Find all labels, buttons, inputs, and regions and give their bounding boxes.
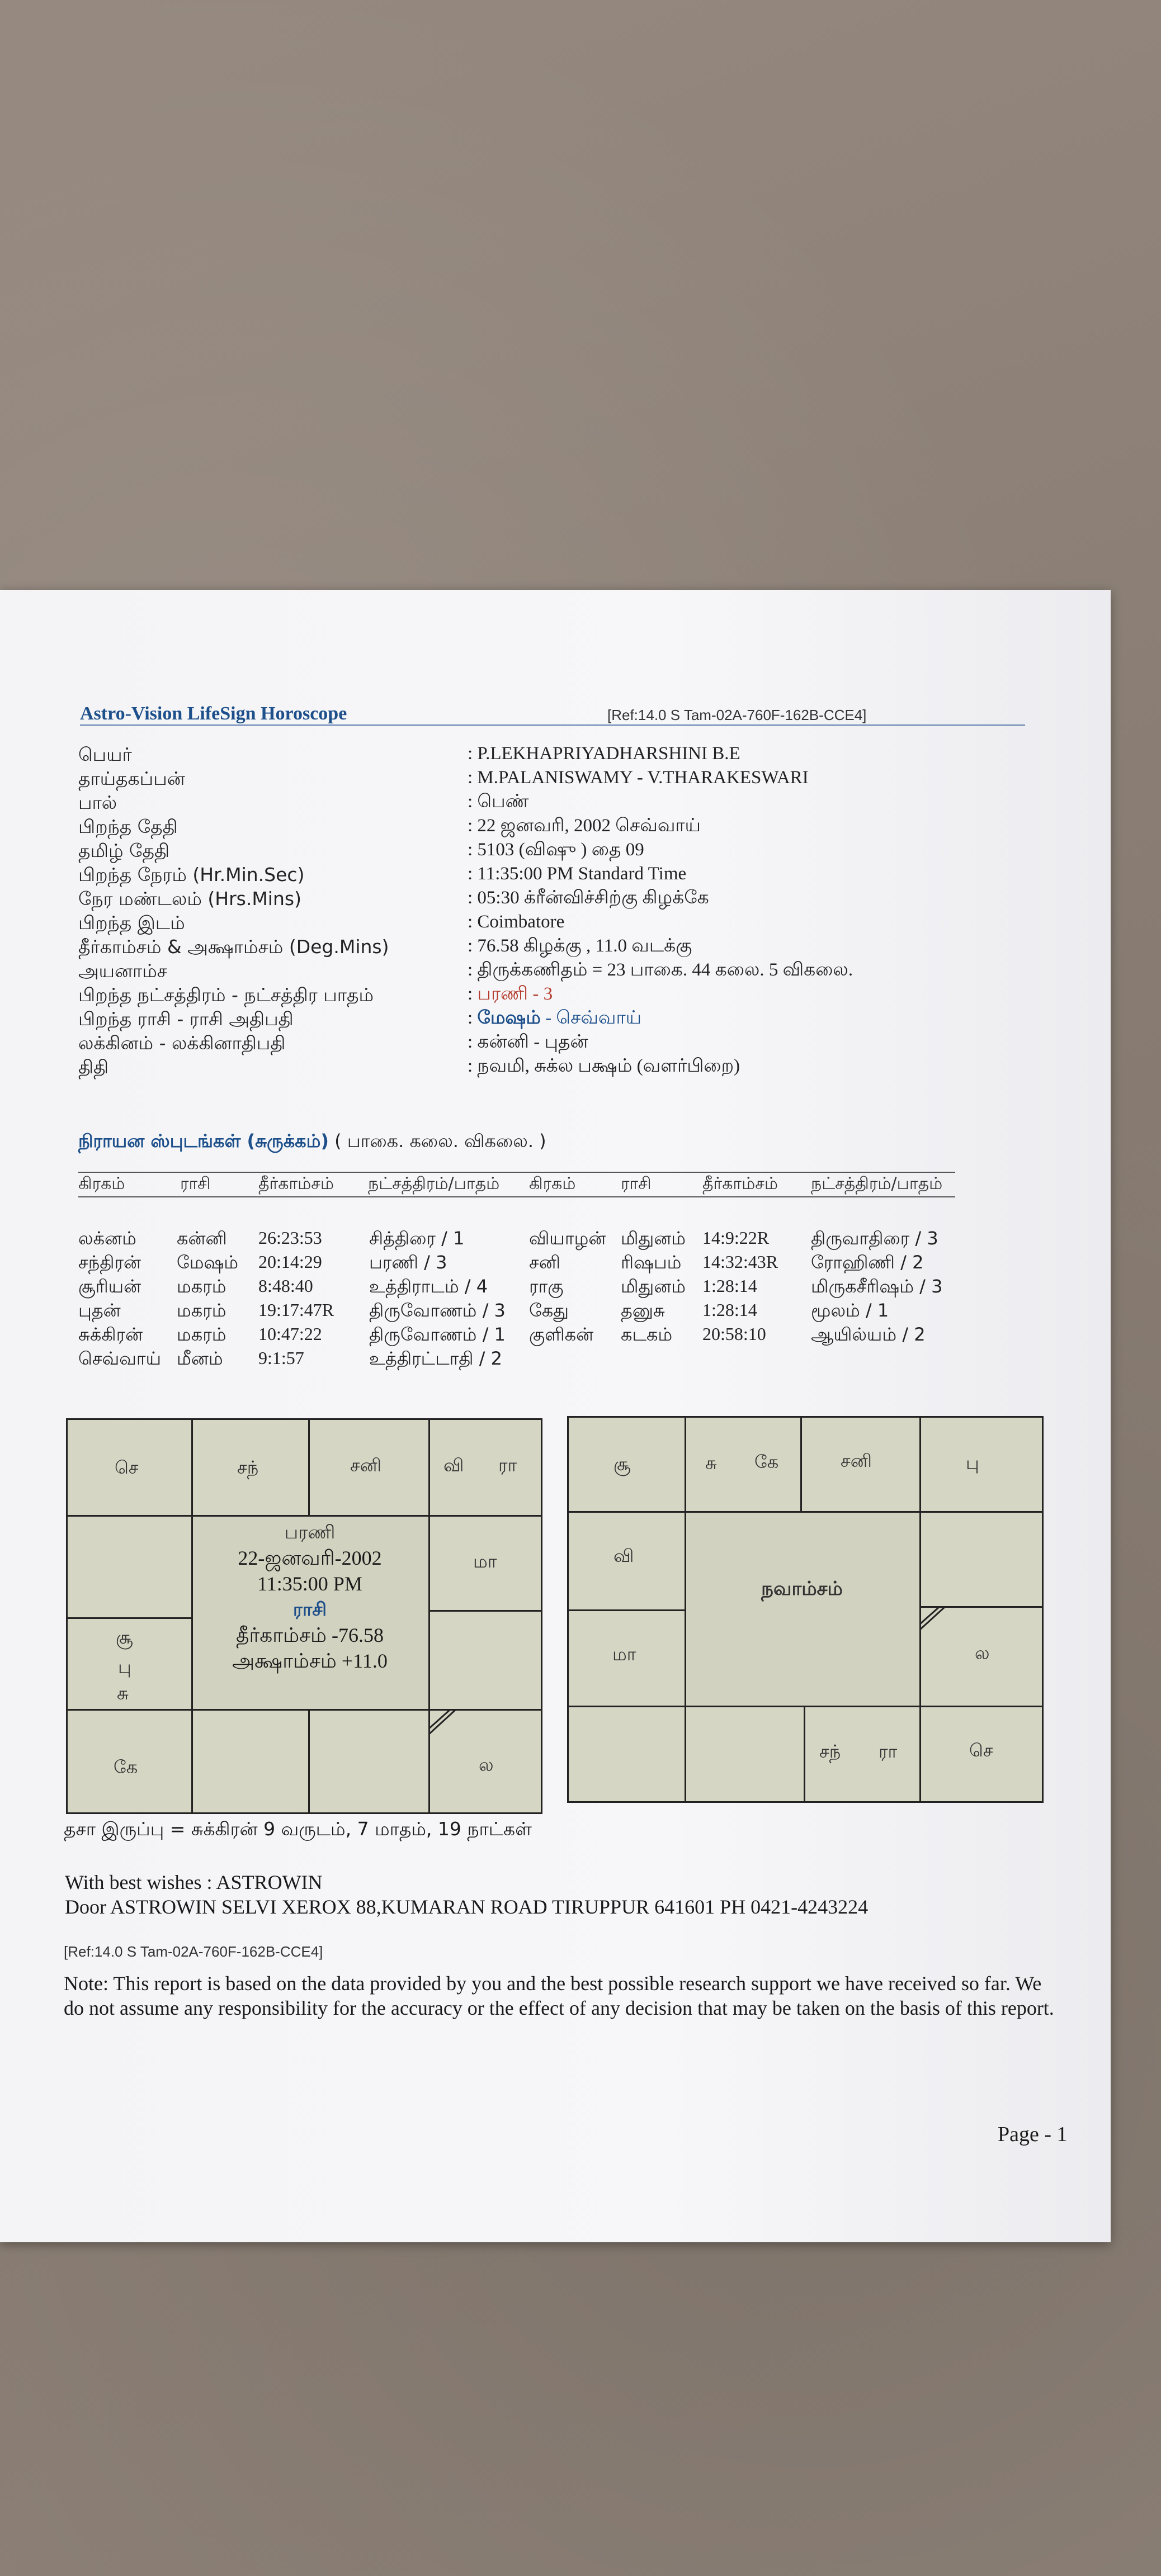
disclaimer-note: Note: This report is based on the data provided by you and the best possible research support we have received so far. We do not assume any responsibility for the accuracy or the effect of any decision that may be taken on the basis of this report. — [64, 1972, 1054, 2019]
table-cell: வியாழன் — [529, 1228, 606, 1249]
dasa-balance: தசா இருப்பு = சுக்கிரன் 9 வருடம், 7 மாதம், 19 நாட்கள் — [64, 1818, 532, 1840]
table-cell: 14:9:22R — [702, 1228, 770, 1248]
info-label-tamil-date: தமிழ் தேதி — [78, 840, 169, 861]
navamsa-aries-planet-b: கே — [754, 1451, 779, 1472]
rasi-cancer-planets: மா — [473, 1551, 497, 1572]
rasi-gemini-planet-a: வி — [443, 1455, 464, 1476]
rasi-center-star: பரணி — [284, 1521, 336, 1543]
planet-table-header-line — [78, 1196, 955, 1197]
star-colon: : — [468, 984, 478, 1004]
footer-ref: [Ref:14.0 S Tam-02A-760F-162B-CCE4] — [64, 1943, 323, 1960]
info-value-coordinates: : 76.58 கிழக்கு , 11.0 வடக்கு — [468, 936, 692, 956]
rasi-center-latitude: அக்ஷாம்சம் +11.0 — [232, 1650, 388, 1672]
lagna-marker-icon — [428, 1709, 462, 1737]
table-cell: பரணி / 3 — [369, 1252, 447, 1273]
grid-line — [308, 1420, 310, 1515]
rasi-virgo-planets: ல — [479, 1754, 494, 1775]
info-value-rasi — [468, 1008, 641, 1031]
table-cell: சனி — [529, 1252, 560, 1273]
navamsa-gemini-planets: பு — [966, 1452, 979, 1474]
rasi-center-time: 11:35:00 PM — [257, 1573, 362, 1595]
info-label-birth-time: பிறந்த நேரம் (Hr.Min.Sec) — [78, 864, 305, 886]
navamsa-aries-planet-a: சு — [705, 1452, 717, 1474]
table-cell: சித்திரை / 1 — [369, 1228, 465, 1249]
navamsa-virgo-planets: ல — [975, 1642, 990, 1664]
star-value: பரணி - 3 — [477, 984, 553, 1004]
rasi-capricorn-planet-b: பு — [118, 1656, 131, 1678]
page-number: Page - 1 — [998, 2123, 1068, 2146]
grid-line — [428, 1420, 430, 1812]
table-cell: சுக்கிரன் — [78, 1324, 143, 1345]
table-cell: சூரியன் — [78, 1276, 141, 1297]
navamsa-chart — [567, 1416, 1044, 1803]
navamsa-aquarius-planets: வி — [613, 1545, 634, 1566]
table-cell: 10:47:22 — [258, 1324, 322, 1344]
info-label-parents: தாய்தகப்பன் — [78, 768, 185, 789]
planet-heading-main: நிராயன ஸ்புடங்கள் (சுருக்கம்) — [78, 1130, 329, 1152]
info-value-lagna: : கன்னி - புதன் — [468, 1032, 588, 1052]
table-cell: மகரம் — [177, 1324, 226, 1345]
table-cell: ரிஷபம் — [621, 1252, 682, 1273]
info-label-coordinates: தீர்காம்சம் & அக்ஷாம்சம் (Deg.Mins) — [78, 936, 389, 958]
table-cell: கேது — [529, 1300, 569, 1321]
rasi-pisces-planets: செ — [115, 1457, 139, 1478]
table-cell: புதன் — [78, 1300, 121, 1321]
rasi-colon: : — [468, 1008, 478, 1028]
navamsa-taurus-planets: சனி — [841, 1450, 872, 1471]
info-value-birth-time: : 11:35:00 PM Standard Time — [468, 864, 687, 884]
table-cell: சந்திரன் — [78, 1252, 141, 1273]
rasi-center-title: ராசி — [292, 1598, 327, 1620]
table-cell: மேஷம் — [177, 1252, 239, 1273]
lagna-marker-icon — [919, 1604, 953, 1632]
table-cell: லக்னம் — [78, 1228, 136, 1249]
table-cell: மிருகசீரிஷம் / 3 — [811, 1276, 943, 1297]
info-value-birth-place: : Coimbatore — [468, 912, 565, 932]
col-header-rasi: ராசி — [180, 1174, 211, 1194]
grid-line — [685, 1418, 686, 1801]
col-header-star: நட்சத்திரம்/பாதம் — [368, 1174, 500, 1194]
rasi-center-longitude: தீர்காம்சம் -76.58 — [236, 1624, 384, 1646]
info-label-time-zone: நேர மண்டலம் (Hrs.Mins) — [78, 888, 301, 910]
info-label-birth-place: பிறந்த இடம் — [78, 912, 185, 934]
col-header-longitude: தீர்காம்சம் — [258, 1174, 334, 1194]
astrologer-address: Door ASTROWIN SELVI XEROX 88,KUMARAN ROAD TIRUPPUR 641601 PH 0421-4243224 — [65, 1896, 869, 1918]
grid-line — [800, 1418, 802, 1511]
info-value-time-zone: : 05:30 க்ரீன்விச்சிற்கு கிழக்கே — [468, 888, 709, 908]
table-cell: திருவோணம் / 3 — [369, 1300, 506, 1321]
table-cell: ஆயில்யம் / 2 — [811, 1324, 926, 1345]
table-cell: குளிகன் — [529, 1324, 594, 1345]
table-cell: 14:32:43R — [702, 1252, 778, 1272]
info-value-tamil-date: : 5103 (விஷு ) தை 09 — [468, 840, 644, 860]
navamsa-chart-center — [685, 1511, 919, 1706]
table-cell: கடகம் — [621, 1324, 673, 1345]
rasi-taurus-planets: சனி — [350, 1455, 381, 1476]
rasi-center-info — [191, 1519, 428, 1674]
info-label-lagna: லக்கினம் - லக்கினாதிபதி — [78, 1032, 286, 1054]
grid-line — [569, 1609, 685, 1611]
navamsa-libra-planets: செ — [969, 1740, 993, 1761]
col-header-planet-2: கிரகம் — [529, 1174, 576, 1194]
col-header-planet: கிரகம் — [78, 1174, 125, 1194]
grid-line — [308, 1709, 310, 1812]
table-cell: மீனம் — [177, 1348, 223, 1369]
table-cell: மகரம் — [177, 1276, 226, 1297]
info-label-birth-date: பிறந்த தேதி — [78, 816, 178, 837]
info-label-gender: பால் — [78, 792, 117, 813]
rasi-lord: - செவ்வாய் — [540, 1008, 642, 1028]
col-header-longitude-2: தீர்காம்சம் — [702, 1174, 778, 1194]
navamsa-capricorn-planets: மா — [612, 1644, 636, 1665]
rasi-capricorn-planet-c: சு — [117, 1683, 129, 1704]
planet-positions-heading — [78, 1130, 546, 1154]
table-cell: 8:48:40 — [258, 1276, 313, 1296]
navamsa-title: நவாம்சம் — [761, 1578, 843, 1600]
table-cell: 26:23:53 — [258, 1228, 322, 1248]
report-ref: [Ref:14.0 S Tam-02A-760F-162B-CCE4] — [607, 707, 867, 723]
rasi-chart — [66, 1418, 542, 1814]
planet-table-top-line — [78, 1172, 955, 1173]
rasi-center-date: 22-ஜனவரி-2002 — [238, 1547, 382, 1569]
table-cell: 1:28:14 — [702, 1300, 757, 1320]
best-wishes: With best wishes : ASTROWIN — [65, 1871, 323, 1893]
table-cell: 20:14:29 — [258, 1252, 322, 1272]
table-cell: 9:1:57 — [258, 1348, 304, 1368]
rasi-aries-planets: சந் — [237, 1457, 259, 1478]
report-title: Astro-Vision LifeSign Horoscope — [80, 703, 347, 724]
info-value-gender: : பெண் — [468, 792, 529, 812]
navamsa-scorpio-planet-a: சந் — [819, 1741, 841, 1762]
info-label-ayanamsa: அயனாம்ச — [78, 960, 168, 982]
col-header-rasi-2: ராசி — [621, 1174, 652, 1194]
table-cell: ராகு — [529, 1276, 564, 1297]
grid-line — [804, 1706, 805, 1801]
info-label-star: பிறந்த நட்சத்திரம் - நட்சத்திர பாதம் — [78, 984, 374, 1006]
info-value-tithi: : நவமி, சுக்ல பக்ஷம் (வளர்பிறை) — [468, 1056, 740, 1076]
grid-line — [68, 1515, 541, 1517]
table-cell: உத்திராடம் / 4 — [369, 1276, 488, 1297]
table-cell: உத்திரட்டாதி / 2 — [369, 1348, 502, 1369]
info-value-birth-date: : 22 ஜனவரி, 2002 செவ்வாய் — [468, 816, 701, 836]
rasi-name: மேஷம் — [477, 1008, 541, 1028]
table-cell: திருவோணம் / 1 — [369, 1324, 506, 1345]
table-cell: மிதுனம் — [621, 1228, 686, 1249]
table-cell: மிதுனம் — [621, 1276, 686, 1297]
info-value-parents: : M.PALANISWAMY - V.THARAKESWARI — [468, 768, 809, 788]
rasi-capricorn-planet-a: சூ — [116, 1627, 133, 1648]
table-cell: தனுசு — [621, 1300, 665, 1321]
table-cell: 1:28:14 — [702, 1276, 757, 1296]
col-header-star-2: நட்சத்திரம்/பாதம் — [811, 1174, 943, 1194]
grid-line — [428, 1610, 541, 1612]
rasi-sagittarius-planets: கே — [114, 1756, 138, 1778]
grid-line — [569, 1511, 1042, 1513]
info-label-tithi: திதி — [78, 1056, 109, 1078]
info-value-name: : P.LEKHAPRIYADHARSHINI B.E — [468, 744, 740, 764]
info-value-ayanamsa: : திருக்கணிதம் = 23 பாகை. 44 கலை. 5 விகலை. — [468, 960, 853, 980]
grid-line — [68, 1617, 191, 1619]
planet-heading-units: ( பாகை. கலை. விகலை. ) — [329, 1130, 546, 1152]
navamsa-pisces-planets: சூ — [613, 1453, 631, 1475]
table-cell: செவ்வாய் — [78, 1348, 162, 1369]
table-cell: கன்னி — [177, 1228, 227, 1249]
info-value-star — [468, 984, 553, 1007]
table-cell: ரோஹிணி / 2 — [811, 1252, 924, 1273]
navamsa-scorpio-planet-b: ரா — [879, 1741, 898, 1762]
table-cell: திருவாதிரை / 3 — [811, 1228, 938, 1249]
table-cell: மூலம் / 1 — [811, 1300, 889, 1321]
rasi-gemini-planet-b: ரா — [498, 1455, 517, 1476]
header-divider — [80, 724, 1025, 726]
info-label-rasi: பிறந்த ராசி - ராசி அதிபதி — [78, 1008, 294, 1030]
table-cell: மகரம் — [177, 1300, 226, 1321]
info-label-name: பெயர் — [78, 744, 132, 765]
grid-line — [68, 1709, 541, 1711]
grid-line — [569, 1706, 1042, 1707]
table-cell: 20:58:10 — [702, 1324, 766, 1344]
table-cell: 19:17:47R — [258, 1300, 334, 1320]
